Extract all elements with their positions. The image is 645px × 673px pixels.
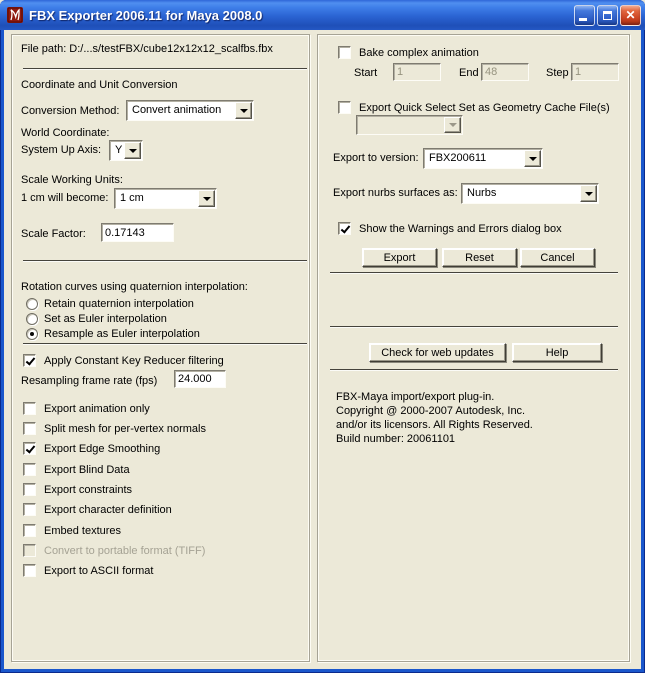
up-axis-dropdown[interactable]	[109, 140, 143, 161]
checkbox-label: Convert to portable format (TIFF)	[44, 544, 206, 557]
check-web-updates-button[interactable]: Check for web updates	[369, 343, 506, 362]
separator	[23, 343, 307, 344]
file-path-label: File path: D:/...s/testFBX/cube12x12x12_scalfbs.fbx	[21, 43, 273, 55]
checkbox-icon	[23, 544, 36, 557]
checkbox-apply-key-reducer[interactable]	[23, 353, 224, 368]
export-button[interactable]: Export	[362, 248, 437, 267]
checkbox-icon	[23, 503, 36, 516]
coordinate-section-title: Coordinate and Unit Conversion	[21, 79, 178, 91]
separator	[23, 260, 307, 261]
scale-units-label: Scale Working Units:	[21, 174, 123, 186]
resampling-rate-label: Resampling frame rate (fps)	[21, 375, 158, 387]
nurbs-value: Nurbs	[467, 187, 497, 199]
radio-label: Retain quaternion interpolation	[44, 298, 194, 310]
checkbox-label: Apply Constant Key Reducer filtering	[44, 354, 224, 367]
checkbox-icon	[23, 524, 36, 537]
resampling-rate-input[interactable]	[174, 370, 226, 388]
export-version-dropdown[interactable]	[423, 148, 543, 169]
nurbs-dropdown[interactable]	[461, 183, 599, 204]
checkbox-label: Split mesh for per-vertex normals	[44, 422, 206, 435]
end-input	[481, 63, 529, 81]
checkbox-icon	[338, 222, 351, 235]
radio-icon	[26, 313, 38, 325]
checkbox-label: Embed textures	[44, 524, 122, 537]
checkbox-export-edge-smoothing[interactable]	[23, 441, 160, 456]
export-version-label: Export to version:	[333, 152, 419, 164]
cancel-button[interactable]: Cancel	[520, 248, 595, 267]
rotation-section-title: Rotation curves using quaternion interpolation:	[21, 281, 248, 293]
checkbox-label: Export constraints	[44, 483, 133, 496]
checkbox-icon	[338, 46, 351, 59]
will-become-label: 1 cm will become:	[21, 192, 109, 204]
start-input	[393, 63, 441, 81]
radio-icon	[26, 328, 38, 340]
chevron-down-icon[interactable]	[235, 102, 252, 119]
minimize-button[interactable]	[574, 5, 595, 26]
chevron-down-icon	[444, 117, 461, 133]
checkbox-export-ascii[interactable]	[23, 563, 153, 578]
checkbox-show-warnings[interactable]	[338, 221, 562, 236]
conversion-method-dropdown[interactable]	[126, 100, 254, 121]
checkbox-icon	[23, 483, 36, 496]
checkbox-icon	[338, 101, 351, 114]
nurbs-label: Export nurbs surfaces as:	[333, 187, 458, 199]
conversion-method-value: Convert animation	[132, 104, 222, 116]
radio-icon	[26, 298, 38, 310]
checkbox-label: Export to ASCII format	[44, 564, 154, 577]
checkbox-icon	[23, 422, 36, 435]
conversion-method-label: Conversion Method:	[21, 105, 120, 117]
quick-select-set-dropdown	[356, 115, 463, 135]
checkbox-icon	[23, 402, 36, 415]
close-button[interactable]	[620, 5, 641, 26]
about-line: Build number: 20061101	[336, 433, 456, 445]
checkbox-icon	[23, 463, 36, 476]
chevron-down-icon[interactable]	[524, 150, 541, 167]
checkbox-label: Export character definition	[44, 503, 172, 516]
separator	[23, 68, 307, 69]
checkbox-export-blind-data[interactable]	[23, 462, 130, 477]
reset-button[interactable]: Reset	[442, 248, 517, 267]
chevron-down-icon[interactable]	[198, 190, 215, 207]
radio-retain-quaternion[interactable]	[26, 297, 194, 311]
checkbox-icon	[23, 564, 36, 577]
world-coordinate-label: World Coordinate:	[21, 127, 110, 139]
checkbox-label: Bake complex animation	[359, 46, 479, 59]
checkbox-export-character-definition[interactable]	[23, 502, 172, 517]
checkbox-bake-complex-animation[interactable]	[338, 45, 479, 60]
start-label: Start	[354, 67, 378, 79]
checkbox-icon	[23, 442, 36, 455]
close-icon: ✕	[625, 8, 636, 22]
step-input	[571, 63, 619, 81]
will-become-value: 1 cm	[120, 192, 144, 204]
window-title: FBX Exporter 2006.11 for Maya 2008.0	[29, 7, 263, 23]
checkbox-split-mesh[interactable]	[23, 421, 206, 436]
checkbox-export-animation-only[interactable]	[23, 401, 150, 416]
step-label: Step	[546, 67, 569, 79]
up-axis-label: System Up Axis:	[21, 144, 102, 156]
up-axis-value: Y	[115, 144, 123, 156]
checkbox-icon	[23, 354, 36, 367]
export-version-value: FBX200611	[429, 152, 487, 164]
minimize-icon	[579, 18, 587, 21]
separator	[330, 272, 618, 273]
help-button[interactable]: Help	[512, 343, 602, 362]
maximize-button[interactable]	[597, 5, 618, 26]
radio-label: Resample as Euler interpolation	[44, 328, 200, 340]
right-panel	[317, 34, 630, 662]
end-label: End	[459, 67, 479, 79]
radio-label: Set as Euler interpolation	[44, 313, 167, 325]
chevron-down-icon[interactable]	[580, 185, 597, 202]
scale-factor-label: Scale Factor:	[21, 228, 86, 240]
checkbox-convert-portable-tiff	[23, 543, 205, 558]
checkbox-export-constraints[interactable]	[23, 482, 132, 497]
separator	[330, 369, 618, 370]
checkbox-label: Show the Warnings and Errors dialog box	[359, 222, 562, 235]
checkbox-export-quick-select[interactable]	[338, 100, 610, 115]
checkbox-label: Export animation only	[44, 402, 150, 415]
dialog-body	[4, 30, 641, 669]
about-line: Copyright @ 2000-2007 Autodesk, Inc.	[336, 405, 526, 417]
app-icon	[7, 7, 23, 23]
radio-set-euler[interactable]	[26, 312, 167, 326]
maximize-icon	[603, 11, 612, 20]
about-line: and/or its licensors. All Rights Reserved.	[336, 419, 533, 431]
left-panel	[11, 34, 310, 662]
titlebar[interactable]	[0, 0, 645, 30]
separator	[330, 326, 618, 327]
checkbox-label: Export Edge Smoothing	[44, 442, 161, 455]
chevron-down-icon[interactable]	[124, 142, 141, 159]
about-line: FBX-Maya import/export plug-in.	[336, 391, 495, 403]
checkbox-label: Export Blind Data	[44, 463, 130, 476]
checkbox-embed-textures[interactable]	[23, 523, 121, 538]
will-become-dropdown[interactable]	[114, 188, 217, 209]
scale-factor-input[interactable]	[101, 223, 174, 242]
checkbox-label: Export Quick Select Set as Geometry Cache File(s)	[359, 101, 610, 114]
radio-resample-euler[interactable]	[26, 327, 200, 341]
